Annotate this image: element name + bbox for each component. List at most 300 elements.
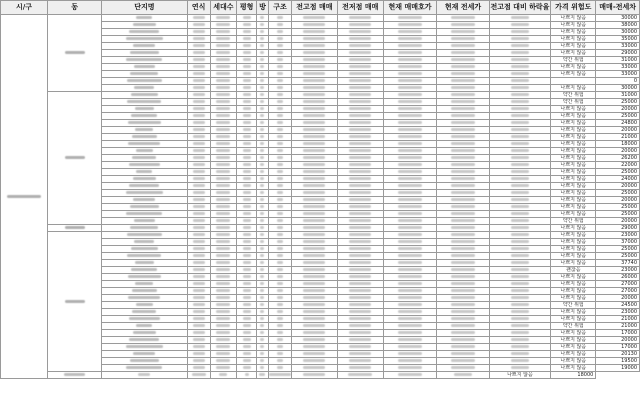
drop-rate-cell[interactable]	[489, 218, 551, 225]
low-sale-cell[interactable]	[337, 148, 383, 155]
built-year-cell[interactable]	[187, 302, 210, 309]
pyeong-cell[interactable]	[237, 148, 257, 155]
structure-cell[interactable]	[268, 141, 291, 148]
sale-jeonse-gap-cell[interactable]: 30000	[596, 85, 640, 92]
households-cell[interactable]	[210, 232, 237, 239]
structure-cell[interactable]	[268, 148, 291, 155]
dong-cell[interactable]	[48, 15, 102, 92]
households-cell[interactable]	[210, 351, 237, 358]
peak-sale-cell[interactable]	[291, 253, 337, 260]
sale-jeonse-gap-cell[interactable]: 25000	[596, 99, 640, 106]
low-sale-cell[interactable]	[337, 316, 383, 323]
current-jeonse-cell[interactable]	[437, 218, 489, 225]
households-cell[interactable]	[210, 267, 237, 274]
drop-rate-cell[interactable]	[489, 274, 551, 281]
price-risk-cell[interactable]: 나쁘지 않음	[551, 43, 596, 50]
current-ask-cell[interactable]	[383, 106, 437, 113]
peak-sale-cell[interactable]	[291, 183, 337, 190]
peak-sale-cell[interactable]	[291, 134, 337, 141]
price-risk-cell[interactable]: 나쁘지 않음	[551, 337, 596, 344]
structure-cell[interactable]	[256, 372, 268, 379]
built-year-cell[interactable]	[187, 120, 210, 127]
pyeong-cell[interactable]	[237, 330, 257, 337]
low-sale-cell[interactable]	[337, 302, 383, 309]
built-year-cell[interactable]	[187, 316, 210, 323]
low-sale-cell[interactable]	[337, 15, 383, 22]
complex-name-cell[interactable]	[102, 232, 187, 239]
complex-name-cell[interactable]	[102, 211, 187, 218]
complex-name-cell[interactable]	[102, 351, 187, 358]
current-ask-cell[interactable]	[383, 281, 437, 288]
price-risk-cell[interactable]: 나쁘지 않음	[551, 50, 596, 57]
rooms-cell[interactable]	[256, 344, 268, 351]
current-ask-cell[interactable]	[383, 127, 437, 134]
price-risk-cell[interactable]: 나쁘지 않음	[551, 36, 596, 43]
low-sale-cell[interactable]	[337, 92, 383, 99]
price-risk-cell[interactable]: 나쁘지 않음	[551, 204, 596, 211]
rooms-cell[interactable]	[256, 127, 268, 134]
current-ask-cell[interactable]	[383, 295, 437, 302]
rooms-cell[interactable]	[256, 155, 268, 162]
rooms-cell[interactable]	[256, 197, 268, 204]
low-sale-cell[interactable]	[337, 64, 383, 71]
pyeong-cell[interactable]	[237, 64, 257, 71]
drop-rate-cell[interactable]	[489, 365, 551, 372]
current-jeonse-cell[interactable]	[437, 183, 489, 190]
rooms-cell[interactable]	[256, 92, 268, 99]
header-rooms[interactable]: 방	[256, 1, 268, 15]
pyeong-cell[interactable]	[237, 85, 257, 92]
sale-jeonse-gap-cell[interactable]: 25000	[596, 190, 640, 197]
pyeong-cell[interactable]	[237, 15, 257, 22]
built-year-cell[interactable]	[187, 57, 210, 64]
low-sale-cell[interactable]	[337, 106, 383, 113]
structure-cell[interactable]	[268, 253, 291, 260]
current-ask-cell[interactable]	[383, 197, 437, 204]
low-sale-cell[interactable]	[337, 246, 383, 253]
drop-rate-cell[interactable]	[489, 246, 551, 253]
peak-sale-cell[interactable]	[291, 330, 337, 337]
built-year-cell[interactable]	[187, 99, 210, 106]
pyeong-cell[interactable]	[237, 253, 257, 260]
structure-cell[interactable]	[268, 99, 291, 106]
built-year-cell[interactable]	[187, 78, 210, 85]
complex-name-cell[interactable]	[102, 288, 187, 295]
households-cell[interactable]	[210, 239, 237, 246]
peak-sale-cell[interactable]	[291, 239, 337, 246]
current-ask-cell[interactable]	[383, 337, 437, 344]
current-jeonse-cell[interactable]	[437, 29, 489, 36]
sale-jeonse-gap-cell[interactable]: 19000	[596, 365, 640, 372]
rooms-cell[interactable]	[256, 365, 268, 372]
peak-sale-cell[interactable]	[291, 358, 337, 365]
complex-name-cell[interactable]	[102, 85, 187, 92]
complex-name-cell[interactable]	[102, 22, 187, 29]
drop-rate-cell[interactable]	[489, 253, 551, 260]
low-sale-cell[interactable]	[337, 365, 383, 372]
pyeong-cell[interactable]	[237, 295, 257, 302]
peak-sale-cell[interactable]	[291, 246, 337, 253]
drop-rate-cell[interactable]	[489, 288, 551, 295]
households-cell[interactable]	[210, 43, 237, 50]
structure-cell[interactable]	[268, 267, 291, 274]
price-risk-cell[interactable]: 약간 위험	[551, 323, 596, 330]
peak-sale-cell[interactable]	[291, 141, 337, 148]
households-cell[interactable]	[210, 197, 237, 204]
current-ask-cell[interactable]	[383, 365, 437, 372]
low-sale-cell[interactable]	[291, 372, 337, 379]
drop-rate-cell[interactable]	[489, 162, 551, 169]
complex-name-cell[interactable]	[102, 204, 187, 211]
drop-rate-cell[interactable]	[489, 260, 551, 267]
sale-jeonse-gap-cell[interactable]: 21000	[596, 134, 640, 141]
households-cell[interactable]	[210, 99, 237, 106]
low-sale-cell[interactable]	[337, 330, 383, 337]
drop-rate-cell[interactable]	[489, 50, 551, 57]
current-jeonse-cell[interactable]	[437, 57, 489, 64]
peak-sale-cell[interactable]	[291, 85, 337, 92]
structure-cell[interactable]	[268, 204, 291, 211]
rooms-cell[interactable]	[237, 372, 257, 379]
peak-sale-cell[interactable]	[291, 64, 337, 71]
structure-cell[interactable]	[268, 120, 291, 127]
complex-name-cell[interactable]	[102, 295, 187, 302]
peak-sale-cell[interactable]	[291, 15, 337, 22]
current-jeonse-cell[interactable]	[437, 225, 489, 232]
current-ask-cell[interactable]	[383, 92, 437, 99]
structure-cell[interactable]	[268, 15, 291, 22]
current-ask-cell[interactable]	[383, 155, 437, 162]
households-cell[interactable]	[210, 365, 237, 372]
households-cell[interactable]	[210, 78, 237, 85]
current-ask-cell[interactable]	[383, 99, 437, 106]
households-cell[interactable]	[210, 141, 237, 148]
complex-name-cell[interactable]	[102, 267, 187, 274]
complex-name-cell[interactable]	[102, 92, 187, 99]
price-risk-cell[interactable]: 괜찮음	[551, 267, 596, 274]
sale-jeonse-gap-cell[interactable]: 20000	[596, 106, 640, 113]
built-year-cell[interactable]	[187, 141, 210, 148]
current-ask-cell[interactable]	[383, 267, 437, 274]
drop-rate-cell[interactable]	[489, 29, 551, 36]
pyeong-cell[interactable]	[237, 246, 257, 253]
households-cell[interactable]	[210, 155, 237, 162]
pyeong-cell[interactable]	[237, 162, 257, 169]
built-year-cell[interactable]	[102, 372, 187, 379]
built-year-cell[interactable]	[187, 85, 210, 92]
peak-sale-cell[interactable]	[291, 148, 337, 155]
pyeong-cell[interactable]	[237, 43, 257, 50]
current-jeonse-cell[interactable]	[437, 15, 489, 22]
peak-sale-cell[interactable]	[291, 162, 337, 169]
built-year-cell[interactable]	[187, 232, 210, 239]
peak-sale-cell[interactable]	[291, 176, 337, 183]
current-ask-cell[interactable]	[383, 162, 437, 169]
pyeong-cell[interactable]	[237, 344, 257, 351]
built-year-cell[interactable]	[187, 50, 210, 57]
current-ask-cell[interactable]	[383, 36, 437, 43]
price-risk-cell[interactable]: 나쁘지 않음	[551, 120, 596, 127]
peak-sale-cell[interactable]	[291, 29, 337, 36]
households-cell[interactable]	[210, 92, 237, 99]
rooms-cell[interactable]	[256, 288, 268, 295]
built-year-cell[interactable]	[187, 274, 210, 281]
low-sale-cell[interactable]	[337, 134, 383, 141]
households-cell[interactable]	[210, 316, 237, 323]
current-ask-cell[interactable]	[383, 274, 437, 281]
drop-rate-cell[interactable]	[489, 351, 551, 358]
peak-sale-cell[interactable]	[291, 218, 337, 225]
current-jeonse-cell[interactable]	[437, 288, 489, 295]
complex-name-cell[interactable]	[102, 183, 187, 190]
current-ask-cell[interactable]	[383, 351, 437, 358]
peak-sale-cell[interactable]	[291, 211, 337, 218]
price-risk-cell[interactable]: 나쁘지 않음	[551, 246, 596, 253]
current-ask-cell[interactable]	[383, 57, 437, 64]
current-jeonse-cell[interactable]	[437, 71, 489, 78]
low-sale-cell[interactable]	[337, 85, 383, 92]
structure-cell[interactable]	[268, 57, 291, 64]
pyeong-cell[interactable]	[237, 50, 257, 57]
price-risk-cell[interactable]: 나쁘지 않음	[551, 253, 596, 260]
rooms-cell[interactable]	[256, 169, 268, 176]
complex-name-cell[interactable]	[102, 197, 187, 204]
structure-cell[interactable]	[268, 351, 291, 358]
price-risk-cell[interactable]: 나쁘지 않음	[551, 155, 596, 162]
low-sale-cell[interactable]	[337, 260, 383, 267]
pyeong-cell[interactable]	[237, 267, 257, 274]
complex-name-cell[interactable]	[102, 274, 187, 281]
households-cell[interactable]	[210, 274, 237, 281]
sale-jeonse-gap-cell[interactable]: 20000	[596, 295, 640, 302]
price-risk-cell[interactable]: 나쁘지 않음	[551, 176, 596, 183]
header-built-year[interactable]: 연식	[187, 1, 210, 15]
built-year-cell[interactable]	[187, 92, 210, 99]
built-year-cell[interactable]	[187, 155, 210, 162]
peak-sale-cell[interactable]	[291, 225, 337, 232]
price-risk-cell[interactable]: 나쁘지 않음	[551, 295, 596, 302]
pyeong-cell[interactable]	[237, 260, 257, 267]
built-year-cell[interactable]	[187, 64, 210, 71]
sale-jeonse-gap-cell[interactable]: 25000	[596, 253, 640, 260]
drop-rate-cell[interactable]	[489, 295, 551, 302]
header-complex-name[interactable]: 단지명	[102, 1, 187, 15]
low-sale-cell[interactable]	[337, 99, 383, 106]
peak-sale-cell[interactable]	[291, 43, 337, 50]
rooms-cell[interactable]	[256, 183, 268, 190]
current-jeonse-cell[interactable]	[437, 155, 489, 162]
built-year-cell[interactable]	[187, 36, 210, 43]
complex-name-cell[interactable]	[102, 148, 187, 155]
rooms-cell[interactable]	[256, 204, 268, 211]
drop-rate-cell[interactable]	[489, 281, 551, 288]
households-cell[interactable]	[210, 260, 237, 267]
price-risk-cell[interactable]: 나쁘지 않음	[551, 232, 596, 239]
rooms-cell[interactable]	[256, 274, 268, 281]
rooms-cell[interactable]	[256, 36, 268, 43]
pyeong-cell[interactable]	[237, 274, 257, 281]
current-ask-cell[interactable]	[383, 239, 437, 246]
households-cell[interactable]	[210, 106, 237, 113]
households-cell[interactable]	[210, 344, 237, 351]
price-risk-cell[interactable]: 약간 위험	[551, 92, 596, 99]
sale-jeonse-gap-cell[interactable]: 0	[596, 78, 640, 85]
drop-rate-cell[interactable]	[489, 22, 551, 29]
sale-jeonse-gap-cell[interactable]: 30000	[596, 29, 640, 36]
sale-jeonse-gap-cell[interactable]: 30000	[596, 15, 640, 22]
dong-cell[interactable]	[48, 92, 102, 225]
peak-sale-cell[interactable]	[291, 92, 337, 99]
built-year-cell[interactable]	[187, 148, 210, 155]
rooms-cell[interactable]	[256, 71, 268, 78]
price-risk-cell[interactable]: 나쁘지 않음	[551, 330, 596, 337]
complex-name-cell[interactable]	[102, 127, 187, 134]
built-year-cell[interactable]	[187, 260, 210, 267]
sale-jeonse-gap-cell[interactable]: 18000	[551, 372, 596, 379]
complex-name-cell[interactable]	[102, 225, 187, 232]
peak-sale-cell[interactable]	[291, 351, 337, 358]
built-year-cell[interactable]	[187, 358, 210, 365]
peak-sale-cell[interactable]	[291, 232, 337, 239]
built-year-cell[interactable]	[187, 204, 210, 211]
drop-rate-cell[interactable]	[489, 225, 551, 232]
current-ask-cell[interactable]	[383, 29, 437, 36]
built-year-cell[interactable]	[187, 162, 210, 169]
pyeong-cell[interactable]	[237, 358, 257, 365]
current-ask-cell[interactable]	[383, 71, 437, 78]
current-jeonse-cell[interactable]	[437, 211, 489, 218]
households-cell[interactable]	[210, 358, 237, 365]
current-jeonse-cell[interactable]	[437, 162, 489, 169]
drop-rate-cell[interactable]	[489, 36, 551, 43]
header-dong[interactable]: 동	[48, 1, 102, 15]
current-ask-cell[interactable]	[383, 85, 437, 92]
households-cell[interactable]	[210, 295, 237, 302]
households-cell[interactable]	[210, 134, 237, 141]
current-jeonse-cell[interactable]	[437, 50, 489, 57]
peak-sale-cell[interactable]	[291, 337, 337, 344]
sale-jeonse-gap-cell[interactable]: 20000	[596, 127, 640, 134]
built-year-cell[interactable]	[187, 344, 210, 351]
complex-name-cell[interactable]	[102, 113, 187, 120]
structure-cell[interactable]	[268, 78, 291, 85]
current-jeonse-cell[interactable]	[383, 372, 437, 379]
low-sale-cell[interactable]	[337, 274, 383, 281]
complex-name-cell[interactable]	[102, 64, 187, 71]
low-sale-cell[interactable]	[337, 36, 383, 43]
current-jeonse-cell[interactable]	[437, 148, 489, 155]
price-risk-cell[interactable]: 나쁘지 않음	[551, 169, 596, 176]
header-sale-jeonse-gap[interactable]: 매매-전세차	[596, 1, 640, 15]
built-year-cell[interactable]	[187, 169, 210, 176]
sale-jeonse-gap-cell[interactable]: 20000	[596, 337, 640, 344]
households-cell[interactable]	[210, 211, 237, 218]
sale-jeonse-gap-cell[interactable]: 25000	[596, 169, 640, 176]
low-sale-cell[interactable]	[337, 295, 383, 302]
rooms-cell[interactable]	[256, 43, 268, 50]
price-risk-cell[interactable]: 나쁘지 않음	[551, 225, 596, 232]
households-cell[interactable]	[210, 148, 237, 155]
current-ask-cell[interactable]	[383, 183, 437, 190]
structure-cell[interactable]	[268, 260, 291, 267]
sale-jeonse-gap-cell[interactable]: 22000	[596, 162, 640, 169]
sale-jeonse-gap-cell[interactable]: 31000	[596, 57, 640, 64]
current-jeonse-cell[interactable]	[437, 239, 489, 246]
current-ask-cell[interactable]	[383, 232, 437, 239]
peak-sale-cell[interactable]	[291, 288, 337, 295]
price-risk-cell[interactable]: 나쁘지 않음	[551, 148, 596, 155]
rooms-cell[interactable]	[256, 85, 268, 92]
current-jeonse-cell[interactable]	[437, 316, 489, 323]
complex-name-cell[interactable]	[48, 372, 102, 379]
low-sale-cell[interactable]	[337, 358, 383, 365]
households-cell[interactable]	[210, 64, 237, 71]
price-risk-cell[interactable]: 나쁘지 않음	[551, 239, 596, 246]
households-cell[interactable]	[210, 162, 237, 169]
structure-cell[interactable]	[268, 134, 291, 141]
built-year-cell[interactable]	[187, 127, 210, 134]
structure-cell[interactable]	[268, 358, 291, 365]
sale-jeonse-gap-cell[interactable]: 24000	[596, 176, 640, 183]
sale-jeonse-gap-cell[interactable]: 26000	[596, 274, 640, 281]
low-sale-cell[interactable]	[337, 225, 383, 232]
low-sale-cell[interactable]	[337, 344, 383, 351]
rooms-cell[interactable]	[256, 113, 268, 120]
drop-rate-cell[interactable]	[489, 330, 551, 337]
rooms-cell[interactable]	[256, 211, 268, 218]
complex-name-cell[interactable]	[102, 260, 187, 267]
built-year-cell[interactable]	[187, 330, 210, 337]
complex-name-cell[interactable]	[102, 337, 187, 344]
households-cell[interactable]	[210, 323, 237, 330]
built-year-cell[interactable]	[187, 43, 210, 50]
built-year-cell[interactable]	[187, 351, 210, 358]
price-risk-cell[interactable]: 나쁘지 않음	[551, 15, 596, 22]
current-jeonse-cell[interactable]	[437, 274, 489, 281]
current-ask-cell[interactable]	[383, 344, 437, 351]
price-risk-cell[interactable]: 나쁘지 않음	[551, 183, 596, 190]
sale-jeonse-gap-cell[interactable]: 26200	[596, 155, 640, 162]
rooms-cell[interactable]	[256, 22, 268, 29]
drop-rate-cell[interactable]	[489, 57, 551, 64]
peak-sale-cell[interactable]	[291, 197, 337, 204]
built-year-cell[interactable]	[187, 365, 210, 372]
current-jeonse-cell[interactable]	[437, 302, 489, 309]
sale-jeonse-gap-cell[interactable]: 25000	[596, 204, 640, 211]
pyeong-cell[interactable]	[237, 225, 257, 232]
peak-sale-cell[interactable]	[291, 267, 337, 274]
drop-rate-cell[interactable]	[489, 309, 551, 316]
pyeong-cell[interactable]	[237, 134, 257, 141]
peak-sale-cell[interactable]	[291, 99, 337, 106]
current-jeonse-cell[interactable]	[437, 92, 489, 99]
current-ask-cell[interactable]	[383, 190, 437, 197]
low-sale-cell[interactable]	[337, 155, 383, 162]
current-jeonse-cell[interactable]	[437, 106, 489, 113]
drop-rate-cell[interactable]	[489, 15, 551, 22]
sale-jeonse-gap-cell[interactable]: 19500	[596, 358, 640, 365]
low-sale-cell[interactable]	[337, 323, 383, 330]
peak-sale-cell[interactable]	[291, 36, 337, 43]
rooms-cell[interactable]	[256, 246, 268, 253]
structure-cell[interactable]	[268, 365, 291, 372]
households-cell[interactable]	[210, 253, 237, 260]
structure-cell[interactable]	[268, 302, 291, 309]
rooms-cell[interactable]	[256, 141, 268, 148]
current-ask-cell[interactable]	[383, 78, 437, 85]
low-sale-cell[interactable]	[337, 57, 383, 64]
complex-name-cell[interactable]	[102, 99, 187, 106]
